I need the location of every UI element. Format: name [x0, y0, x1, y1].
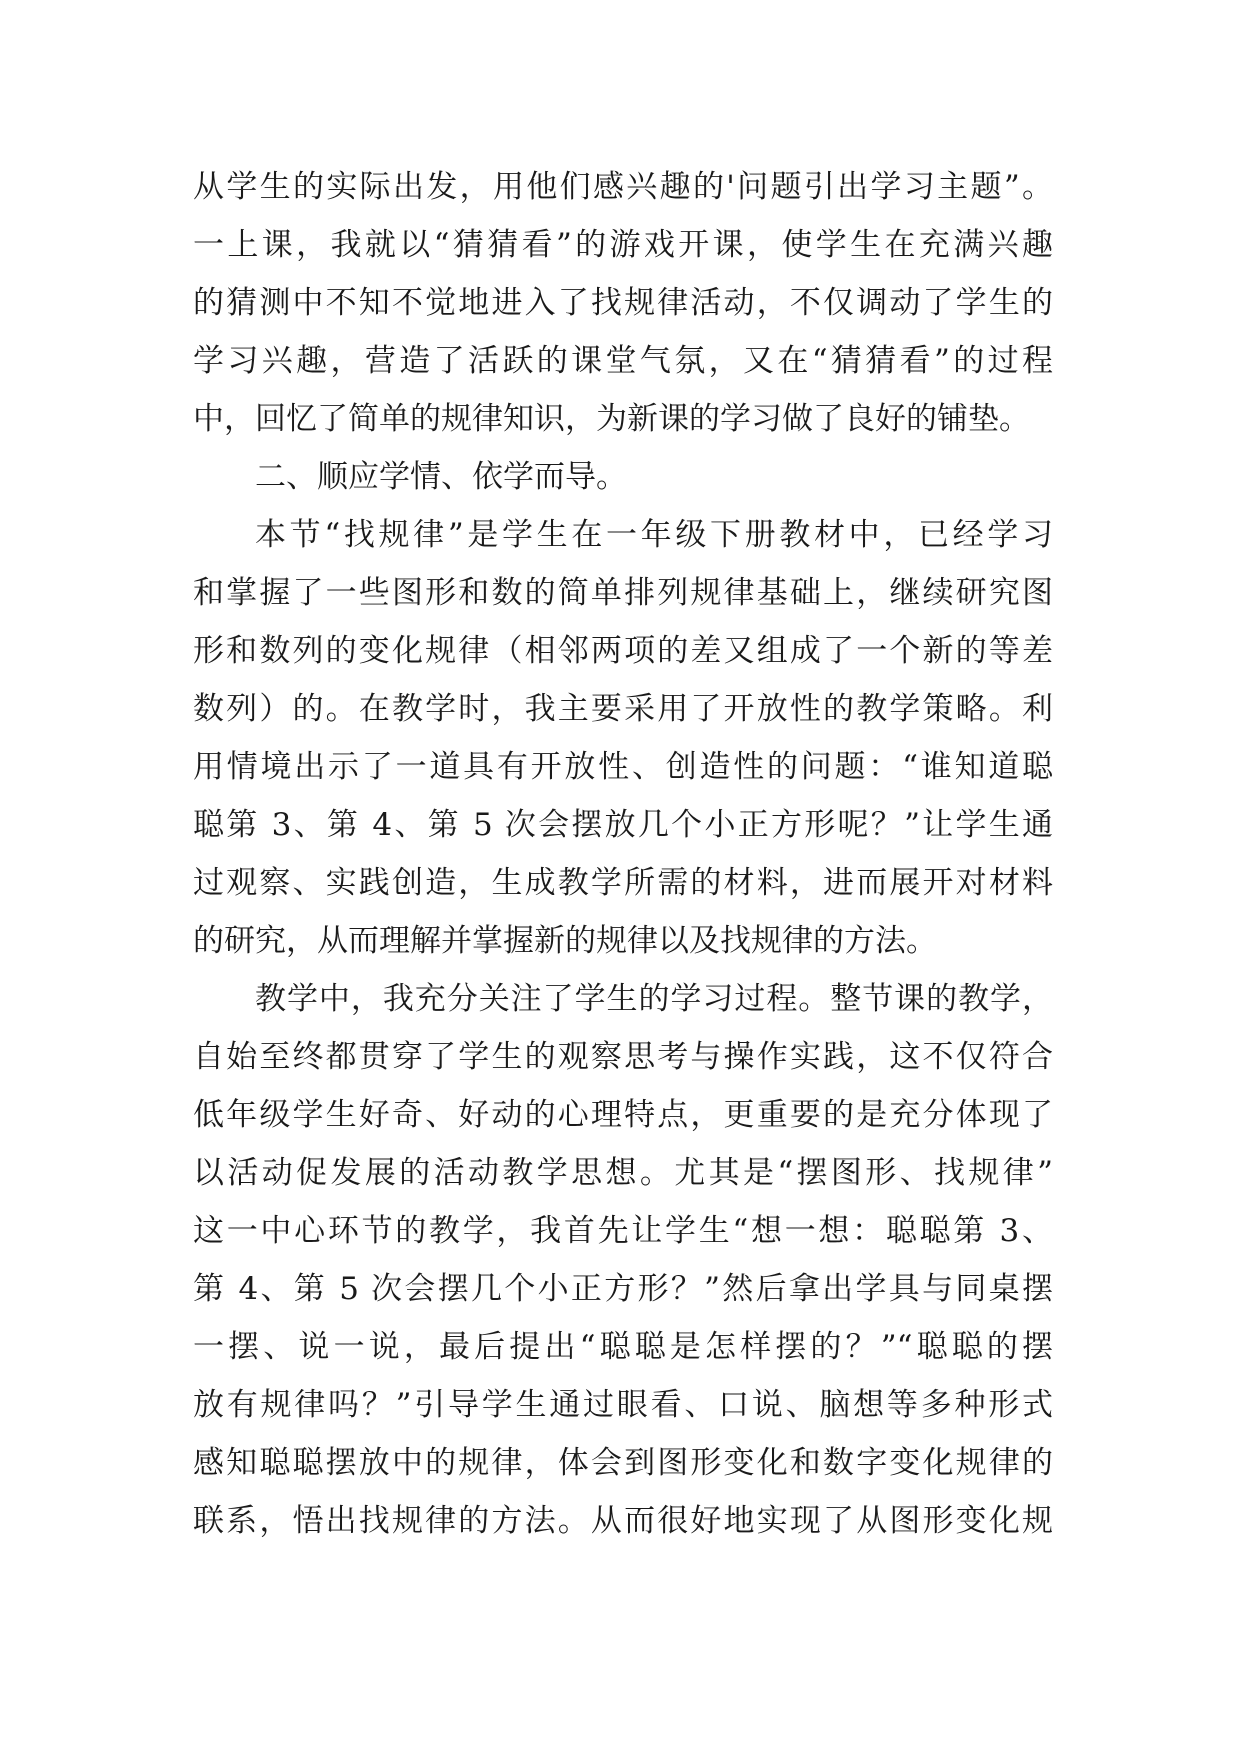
text-line: 学习兴趣，营造了活跃的课堂气氛，又在“猜猜看”的过程 [193, 343, 1053, 379]
text-line: 这一中心环节的教学，我首先让学生“想一想：聪聪第 3、 [193, 1213, 1053, 1249]
text-line: 的猜测中不知不觉地进入了找规律活动，不仅调动了学生的 [193, 285, 1053, 321]
text-line: 本节“找规律”是学生在一年级下册教材中，已经学习 [255, 517, 1053, 553]
text-line: 低年级学生好奇、好动的心理特点，更重要的是充分体现了 [193, 1097, 1053, 1133]
text-line: 感知聪聪摆放中的规律，体会到图形变化和数字变化规律的 [193, 1445, 1053, 1481]
body-text [193, 158, 1053, 1550]
text-line: 二、顺应学情、依学而导。 [255, 459, 627, 495]
text-line: 过观察、实践创造，生成教学所需的材料，进而展开对材料 [193, 865, 1053, 901]
text-line: 聪第 3、第 4、第 5 次会摆放几个小正方形呢？”让学生通 [193, 807, 1053, 843]
text-line: 自始至终都贯穿了学生的观察思考与操作实践，这不仅符合 [193, 1039, 1053, 1075]
text-line: 中，回忆了简单的规律知识，为新课的学习做了良好的铺垫。 [193, 401, 1030, 437]
text-line: 从学生的实际出发，用他们感兴趣的'问题引出学习主题”。 [193, 169, 1053, 205]
text-line: 的研究，从而理解并掌握新的规律以及找规律的方法。 [193, 923, 937, 959]
text-line: 以活动促发展的活动教学思想。尤其是“摆图形、找规律” [193, 1155, 1053, 1191]
text-line: 一上课，我就以“猜猜看”的游戏开课，使学生在充满兴趣 [193, 227, 1053, 263]
text-line: 形和数列的变化规律（相邻两项的差又组成了一个新的等差 [193, 633, 1053, 669]
text-line: 和掌握了一些图形和数的简单排列规律基础上，继续研究图 [193, 575, 1053, 611]
text-line: 数列）的。在教学时，我主要采用了开放性的教学策略。利 [193, 691, 1053, 727]
text-line: 放有规律吗？”引导学生通过眼看、口说、脑想等多种形式 [193, 1387, 1053, 1423]
text-line: 一摆、说一说，最后提出“聪聪是怎样摆的？”“聪聪的摆 [193, 1329, 1053, 1365]
text-line: 联系，悟出找规律的方法。从而很好地实现了从图形变化规 [193, 1503, 1053, 1539]
text-line: 第 4、第 5 次会摆几个小正方形？”然后拿出学具与同桌摆 [193, 1271, 1053, 1307]
text-line: 教学中，我充分关注了学生的学习过程。整节课的教学， [255, 981, 1053, 1017]
text-line: 用情境出示了一道具有开放性、创造性的问题：“谁知道聪 [193, 749, 1053, 785]
